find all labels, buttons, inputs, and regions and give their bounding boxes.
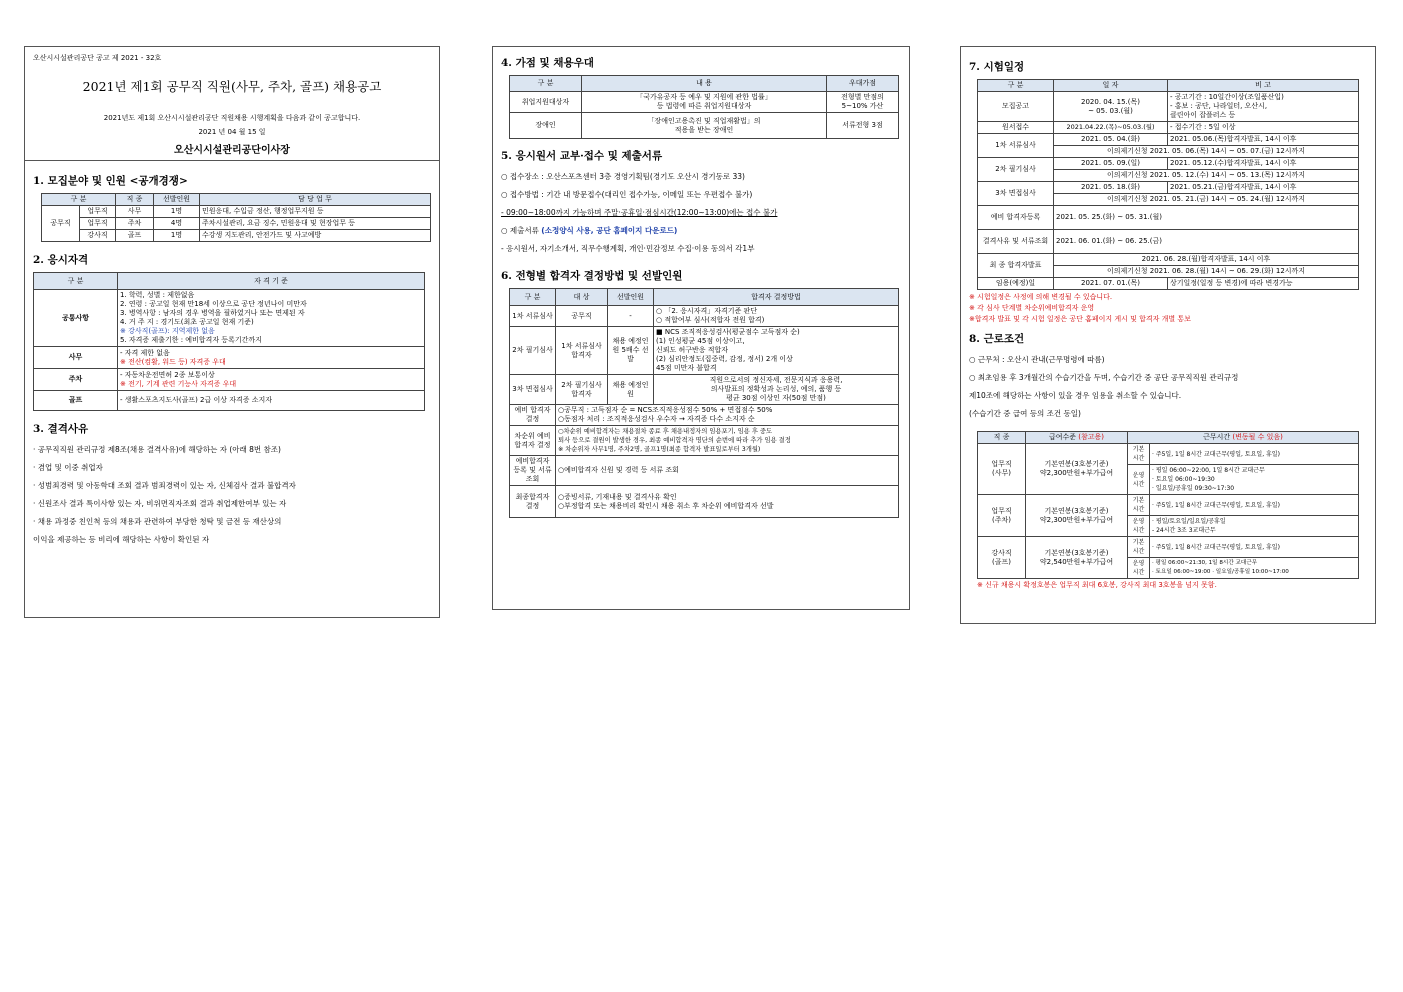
stage-cell: 1차 서류심사: [978, 134, 1054, 158]
method-line: 신뢰도 허구반응 적합자: [656, 346, 729, 354]
list-item: · 성범죄경력 및 아동학대 조회 결과 범죄경력이 있는 자, 신체검사 결과 불합격자: [33, 481, 296, 490]
criteria-note: ※ 전기, 기계 관련 기능사 자격증 우대: [120, 379, 237, 388]
method-cell: [556, 426, 899, 456]
table-row: [510, 426, 899, 456]
page-3: [960, 46, 1376, 624]
recruit-table: [41, 193, 431, 242]
method-line: 의사발표의 정확성과 논리성, 예의, 품행 등: [710, 385, 842, 393]
time-line: · 일요일/공휴일 09:30~17:30: [1152, 485, 1235, 492]
table-row: [978, 206, 1359, 230]
criteria-note: ※ 전산(컴활, 워드 등) 자격증 우대: [120, 357, 226, 366]
table-header-row: [510, 289, 899, 306]
stage-cell: 원서접수: [978, 122, 1054, 134]
date-cell: 2021. 05. 18.(화): [1054, 182, 1168, 194]
time-value: [1150, 465, 1359, 495]
time-label: 기본시간: [1128, 537, 1150, 558]
header-note: (참고용): [1078, 433, 1105, 441]
job-line: 강사직: [991, 548, 1012, 557]
date-cell: 2021. 05. 25.(화) ~ 05. 31.(월): [1054, 206, 1359, 230]
duty-cell: 주차시설관리, 요금 징수, 민원응대 및 현장업무 등: [200, 218, 431, 230]
count-cell: -: [608, 306, 654, 327]
remark-cell: - 접수기간 : 5일 이상: [1168, 122, 1359, 134]
method-cell: [556, 405, 899, 426]
header-cell: 선발인원: [154, 194, 200, 206]
method-line: ■ NCS 조직적응성검사(평균점수 고득점자 순): [656, 328, 800, 336]
method-line: 직원으로서의 정신자세, 전문지식과 응용력,: [709, 376, 843, 384]
method-cell: [654, 327, 899, 375]
content-line: 등 법령에 따른 취업지원대상자: [656, 102, 752, 110]
job-cell: [978, 495, 1026, 537]
header-cell: 대 상: [556, 289, 608, 306]
header-cell: 비 고: [1168, 80, 1359, 92]
table-header-row: [42, 194, 431, 206]
remark-line: - 홍보 : 공단, 나라일터, 오산시,: [1170, 102, 1268, 110]
row-content: [582, 92, 827, 113]
remark-cell: [1168, 92, 1359, 122]
count-cell: 채용 예정인원 5배수 선발: [608, 327, 654, 375]
time-label: 운영시간: [1128, 516, 1150, 537]
method-cell: [654, 375, 899, 405]
table-row: [34, 391, 425, 411]
header-cell: 일 자: [1054, 80, 1168, 92]
date-cell: 2021. 05. 09.(일): [1054, 158, 1168, 170]
header-label: 근무시간: [1203, 433, 1233, 441]
time-value: · 주5일, 1일 8시간 교대근무(평일, 토요일, 휴일): [1150, 495, 1359, 516]
info-line: - 응시원서, 자기소개서, 직무수행계획, 개인·민감정보 수집·이용 동의서 각1부: [501, 244, 755, 253]
remark-cell: 2021. 05.06.(목)합격자발표, 14시 이후: [1168, 134, 1359, 146]
table-row: [978, 134, 1359, 146]
criteria-line: 1. 학력, 성별 : 제한없음: [120, 291, 195, 299]
table-row: [510, 92, 899, 113]
criteria-line: 3. 병역사항 : 남자의 경우 병역을 필하였거나 또는 면제된 자: [120, 309, 305, 317]
objection-cell: 이의제기신청 2021. 06. 28.(월) 14시 ~ 06. 29.(화) 12시까지: [1054, 266, 1359, 278]
remark-line: - 공고기간 : 10일간이상(조일품산입): [1170, 93, 1284, 101]
list-item: · 채용 과정중 친인척 등의 채용과 관련하여 부당한 청탁 및 금전 등 재산상의: [33, 517, 282, 526]
header-cell: 구 분: [42, 194, 116, 206]
job-cell: [978, 444, 1026, 495]
section-4-title: 4. 가점 및 채용우대: [501, 57, 594, 69]
method-line: (2) 심리안정도(집중력, 감정, 정서) 2개 이상: [656, 355, 793, 363]
section-5-title: 5. 응시원서 교부·접수 및 제출서류: [501, 150, 663, 162]
job-cell: 골프: [116, 230, 154, 242]
page-2: [492, 46, 910, 610]
table-row: [510, 375, 899, 405]
table-header-row: [978, 80, 1359, 92]
list-item: 이익을 제공하는 등 비리에 해당하는 사항이 확인된 자: [33, 535, 210, 544]
date-line: 2020. 04. 15.(목): [1081, 97, 1140, 106]
criteria-line: 2. 연령 : 공고일 현재 만18세 이상으로 공단 정년나이 미만자: [120, 300, 307, 308]
signer: 오산시시설관리공단이사장: [174, 145, 290, 156]
table-row: [978, 230, 1359, 254]
stage-cell: 예비합격자 등록 및 서류조회: [510, 456, 556, 486]
table-row: [42, 218, 431, 230]
selection-table: [509, 288, 899, 518]
qualification-table: [33, 272, 425, 411]
date-cell: 2021.04.22.(목)~05.03.(월): [1054, 122, 1168, 134]
pay-line: 기본연봉(3호봉기준): [1044, 548, 1109, 557]
table-row: [510, 486, 899, 518]
stage-cell: 결격사유 및 서류조회: [978, 230, 1054, 254]
method-line: ○공무직 : 고득점자 순 = NCS조직적응성점수 50% + 면접점수 50%: [558, 406, 773, 414]
job-cell: 주차: [116, 218, 154, 230]
document-title: 2021년 제1회 공무직 직원(사무, 주차, 골프) 채용공고: [82, 79, 382, 94]
date-cell: 2021. 07. 01.(목): [1054, 278, 1168, 290]
office-criteria: [118, 347, 425, 369]
info-line: - 09:00~18:00까지 가능하며 주말·공휴일·점심시간(12:00~13:00)에는 접수 불가: [501, 208, 778, 217]
stage-cell: 모집공고: [978, 92, 1054, 122]
count-cell: 1명: [154, 230, 200, 242]
objection-cell: 이의제기신청 2021. 05. 06.(목) 14시 ~ 05. 07.(금) 12시까지: [1054, 146, 1359, 158]
pay-cell: [1026, 495, 1128, 537]
application-info: [501, 168, 901, 258]
section-8-title: 8. 근로조건: [969, 333, 1025, 345]
table-row: [42, 230, 431, 242]
stage-cell: 1차 서류심사: [510, 306, 556, 327]
target-cell: 2차 필기심사 합격자: [556, 375, 608, 405]
stage-cell: 3차 면접심사: [978, 182, 1054, 206]
working-conditions: [969, 351, 1367, 423]
table-header-row: [34, 273, 425, 290]
table-row: [510, 327, 899, 375]
list-item: · 겸업 및 이중 취업자: [33, 463, 103, 472]
golf-label: 골프: [34, 391, 118, 411]
table-row: [978, 182, 1359, 194]
stage-cell: 최 종 합격자발표: [978, 254, 1054, 278]
header-cell: 자 격 기 준: [118, 273, 425, 290]
time-line: · 평일 06:00~22:00, 1일 8시간 교대근무: [1152, 467, 1265, 474]
preference-table: [509, 75, 899, 139]
job-line: 업무직: [991, 506, 1012, 515]
stage-cell: 2차 필기심사: [978, 158, 1054, 182]
table-row: [978, 254, 1359, 266]
stage-cell: 2차 필기심사: [510, 327, 556, 375]
table-row: [978, 495, 1359, 516]
condition-line: 제10조에 해당하는 사항이 있을 경우 임용을 취소할 수 있습니다.: [969, 391, 1182, 400]
table-row: [978, 122, 1359, 134]
header-note: (변동될 수 있음): [1232, 433, 1283, 441]
content-line: 적용을 받는 장애인: [674, 125, 734, 134]
job-cell: 사무: [116, 206, 154, 218]
golf-criteria: - 생활스포츠지도사(골프) 2급 이상 자격증 소지자: [118, 391, 425, 411]
parking-label: 주차: [34, 369, 118, 391]
time-value: [1150, 558, 1359, 579]
info-line: [501, 222, 901, 240]
type-cell: 업무직: [80, 206, 116, 218]
table-row: [510, 113, 899, 139]
method-line: ○동점자 처리 : 조직적응성검사 우수자 → 자격증 다수 소지자 순: [558, 415, 755, 423]
stage-cell: 3차 면접심사: [510, 375, 556, 405]
pay-line: 약2,540만원+부가급여: [1039, 557, 1114, 566]
row-points: [827, 92, 899, 113]
intro-text: 2021년도 제1회 오산시시설관리공단 직원채용 시행계획을 다음과 같이 공고합니다.: [103, 114, 361, 122]
header-cell: 구 분: [510, 76, 582, 92]
method-line: ○부정합격 또는 채용비리 확인시 채용 취소 후 차순위 예비합격자 선발: [558, 501, 774, 510]
count-cell: 채용 예정인원: [608, 375, 654, 405]
list-item: · 공무직직원 관리규정 제8조(채용 결격사유)에 해당하는 자 (아래 8번 참조): [33, 445, 281, 454]
target-cell: 공무직: [556, 306, 608, 327]
section-3-title: 3. 결격사유: [33, 423, 89, 435]
table-row: [34, 347, 425, 369]
header-cell: 구 분: [510, 289, 556, 306]
date-cell: 2021. 06. 01.(화) ~ 06. 25.(금): [1054, 230, 1359, 254]
method-line: ※ 차순위자 사무1명, 주차2명, 골프1명(최종 합격자 발표일로부터 3개월): [558, 446, 761, 453]
table-row: [978, 444, 1359, 465]
pay-line: 약2,300만원+부가급여: [1039, 515, 1114, 524]
criteria-note: ※ 강사직(골프): 지역제한 없음: [120, 327, 215, 335]
time-label: 운영시간: [1128, 558, 1150, 579]
method-cell: ○예비합격자 신원 및 경력 등 서류 조회: [556, 456, 899, 486]
method-line: ○ 적합여부 심사(적합자 전원 합격): [656, 316, 765, 324]
stage-cell: 예비 합격자 결정: [510, 405, 556, 426]
section-1-title: 1. 모집분야 및 인원 <공개경쟁>: [33, 175, 188, 187]
count-cell: 4명: [154, 218, 200, 230]
table-row: [34, 290, 425, 347]
type-cell: 업무직: [80, 218, 116, 230]
condition-line: ○ 근무처 : 오산시 관내(근무명령에 따름): [969, 355, 1105, 364]
header-cell: 직 종: [978, 432, 1026, 444]
row-key: 취업지원대상자: [510, 92, 582, 113]
type-cell: 강사직: [80, 230, 116, 242]
objection-cell: 이의제기신청 2021. 05. 12.(수) 14시 ~ 05. 13.(목) 12시까지: [1054, 170, 1359, 182]
stage-cell: 예비 합격자등록: [978, 206, 1054, 230]
row-content: [582, 113, 827, 139]
header-cell: 직 종: [116, 194, 154, 206]
time-line: · 평일/토요일/일요일/공휴일: [1152, 518, 1226, 525]
table-row: [510, 456, 899, 486]
salary-note: ※ 신규 채용시 확정호봉은 업무직 최대 6호봉, 강사직 최대 3호봉을 넘지 못함.: [977, 581, 1217, 589]
header-cell: 담 당 업 무: [200, 194, 431, 206]
stage-cell: 차순위 예비합격자 결정: [510, 426, 556, 456]
group-cell: 공무직: [42, 206, 80, 242]
time-line: · 토요일 06:00~19:00 · 일요일/공휴일 10:00~17:00: [1152, 569, 1289, 575]
schedule-notes: [969, 292, 1367, 325]
remark-line: 클린아이 잡플러스 등: [1170, 111, 1236, 119]
table-row: [34, 369, 425, 391]
method-line: 퇴사 등으로 결원이 발생한 경우, 최종 예비합격자 명단의 순번에 따라 추가 임용 결정: [558, 437, 791, 444]
method-cell: [654, 306, 899, 327]
notice-header: [25, 47, 439, 161]
pay-line: 기본연봉(3호봉기준): [1044, 506, 1109, 515]
duty-cell: 민원응대, 수입금 정산, 행정업무지원 등: [200, 206, 431, 218]
date-cell: 2021. 06. 28.(월)합격자발표, 14시 이후: [1054, 254, 1359, 266]
page-1: [24, 46, 440, 618]
date-cell: 2021. 05. 04.(화): [1054, 134, 1168, 146]
notice-date: 2021 년 04 월 15 일: [198, 128, 266, 136]
list-item: · 신원조사 결과 특이사항 있는 자, 비위면직자조회 결과 취업제한여부 있는 자: [33, 499, 287, 508]
duty-cell: 수강생 지도관리, 안전가드 및 사고예방: [200, 230, 431, 242]
job-line: 업무직: [991, 460, 1012, 468]
table-header-row: [978, 432, 1359, 444]
criteria-line: 4. 거 주 지 : 경기도(최초 공고일 현재 기준): [120, 318, 254, 326]
info-label: ○ 제출서류: [501, 226, 542, 235]
remark-cell: 상기일정(일정 등 변경)에 따라 변경가능: [1168, 278, 1359, 290]
table-row: [510, 405, 899, 426]
pay-line: 약2,300만원+부가급여: [1039, 469, 1114, 477]
time-label: 기본시간: [1128, 495, 1150, 516]
remark-cell: 2021. 05.21.(금)합격자발표, 14시 이후: [1168, 182, 1359, 194]
header-cell: 우대가점: [827, 76, 899, 92]
target-cell: 1차 서류심사 합격자: [556, 327, 608, 375]
table-row: [510, 306, 899, 327]
table-row: [42, 206, 431, 218]
pay-cell: [1026, 444, 1128, 495]
section-6-title: 6. 전형별 합격자 결정방법 및 선발인원: [501, 270, 683, 282]
method-line: ○차순위 예비합격자는 채용절차 종료 후 채용내정자의 임용포기, 임용 후 중도: [558, 428, 773, 435]
header-cell: 내 용: [582, 76, 827, 92]
time-line: · 평일 06:00~21:30, 1일 8시간 교대근무: [1152, 560, 1258, 566]
time-line: · 토요일 06:00~19:30: [1152, 476, 1215, 483]
info-line: ○ 접수장소 : 오산스포츠센터 3층 경영기획팀(경기도 오산시 경기동로 33): [501, 172, 745, 181]
schedule-table: [977, 79, 1359, 290]
header-cell: 합격자 결정방법: [654, 289, 899, 306]
parking-criteria: [118, 369, 425, 391]
table-row: [978, 537, 1359, 558]
date-cell: [1054, 92, 1168, 122]
disqualification-list: [33, 441, 431, 549]
time-value: · 주5일, 1일 8시간 교대근무(평일, 토요일, 휴일): [1150, 444, 1359, 465]
job-cell: [978, 537, 1026, 579]
row-points: 서류전형 3점: [827, 113, 899, 139]
job-line: (골프): [992, 557, 1011, 566]
common-criteria: [118, 290, 425, 347]
content-line: 「장애인고용촉진 및 직업재활법」의: [647, 116, 761, 125]
note-line: ※ 각 심사 단계별 차순위예비합격자 운영: [969, 304, 1095, 312]
table-row: [978, 158, 1359, 170]
header-label: 급여수준: [1048, 433, 1079, 441]
method-cell: [556, 486, 899, 518]
office-label: 사무: [34, 347, 118, 369]
time-line: - 24시간 3조 3교대근무: [1152, 527, 1216, 534]
header-cell: 선발인원: [608, 289, 654, 306]
header-cell: [1026, 432, 1128, 444]
method-line: (1) 인성평균 45점 이상이고,: [656, 337, 745, 345]
table-row: [978, 92, 1359, 122]
count-cell: 1명: [154, 206, 200, 218]
condition-line: ○ 최초임용 후 3개월간의 수습기간을 두며, 수습기간 중 공단 공무직직원 관리규정: [969, 373, 1239, 382]
remark-cell: 2021. 05.12.(수)합격자발표, 14시 이후: [1168, 158, 1359, 170]
table-row: [978, 278, 1359, 290]
form-download-note: (소정양식 사용, 공단 홈페이지 다운로드): [541, 226, 678, 235]
stage-cell: 임용(예정)일: [978, 278, 1054, 290]
method-line: ○ 「2. 응시자격」자격기준 판단: [656, 307, 758, 315]
time-label: 운영시간: [1128, 465, 1150, 495]
content-line: 「국가유공자 등 예우 및 지원에 관한 법률」: [636, 93, 772, 101]
section-7-title: 7. 시험일정: [969, 61, 1025, 73]
note-line: ※ 시험일정은 사정에 의해 변경될 수 있습니다.: [969, 293, 1113, 301]
job-line: (주차): [992, 515, 1011, 524]
row-key: 장애인: [510, 113, 582, 139]
salary-table: [977, 431, 1359, 579]
criteria-line: - 자격 제한 없음: [120, 348, 170, 357]
criteria-line: 5. 자격증 제출기한 : 예비합격자 등록기간까지: [120, 336, 262, 344]
header-cell: 구 분: [34, 273, 118, 290]
points-line: 전형별 만점의: [841, 93, 884, 101]
method-line: 45점 미만자 불합격: [656, 364, 717, 372]
common-label: 공통사항: [34, 290, 118, 347]
notice-number: 오산시시설관리공단 공고 제 2021 - 32호: [33, 54, 162, 62]
stage-cell: 최종합격자 결정: [510, 486, 556, 518]
objection-cell: 이의제기신청 2021. 05. 21.(금) 14시 ~ 05. 24.(월) 12시까지: [1054, 194, 1359, 206]
method-line: ○증빙서류, 기재내용 및 결격사유 확인: [558, 492, 677, 501]
criteria-line: - 자동차운전면허 2종 보통이상: [120, 370, 215, 379]
date-line: ~ 05. 03.(월): [1088, 106, 1133, 115]
note-line: ※합격자 발표 및 각 시험 일정은 공단 홈페이지 게시 및 합격자 개별 통보: [969, 315, 1191, 323]
table-header-row: [510, 76, 899, 92]
method-line: 평균 30점 이상인 자(50점 만점): [726, 394, 826, 402]
header-cell: 구 분: [978, 80, 1054, 92]
header-cell: [1128, 432, 1359, 444]
time-value: · 주5일, 1일 8시간 교대근무(평일, 토요일, 휴일): [1150, 537, 1359, 558]
condition-line: (수습기간 중 급여 등의 조건 동일): [969, 409, 1081, 418]
info-line: ○ 접수방법 : 기간 내 방문접수(대리인 접수가능, 이메일 또는 우편접수 불가): [501, 190, 753, 199]
job-line: (사무): [992, 469, 1011, 477]
time-label: 기본시간: [1128, 444, 1150, 465]
points-line: 5~10% 가산: [841, 102, 884, 110]
pay-cell: [1026, 537, 1128, 579]
time-value: [1150, 516, 1359, 537]
section-2-title: 2. 응시자격: [33, 254, 89, 266]
pay-line: 기본연봉(3호봉기준): [1044, 460, 1109, 468]
